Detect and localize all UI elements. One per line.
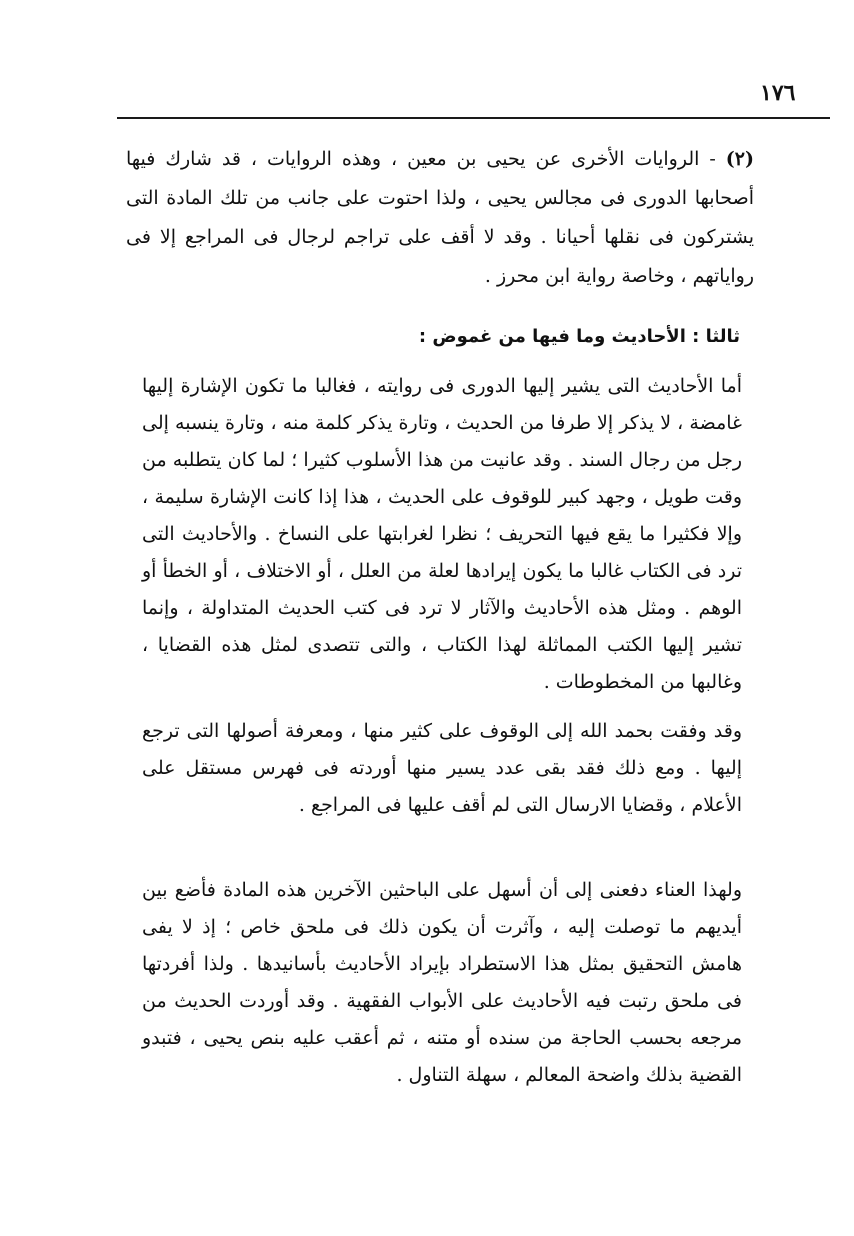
- footnote-marker: (٢): [725, 148, 754, 170]
- footnote: [126, 140, 754, 296]
- paragraph-3: ولهذا العناء دفعنى إلى أن أسهل على الباحثين الآخرين هذه المادة فأضع بين أيديهم ما توصلت إليه ، وآثرت أن يكون ذلك فى ملحق خاص ؛ إذ لا يفى هامش التحقيق بمثل هذا الاستطراد بإيراد الأحاديث بأسانيدها . ولذا أفردتها فى ملحق رتبت فيه الأحاديث على الأبواب الفقهية . وقد أوردت الحديث من مرجعه بحسب الحاجة من سنده أو متنه ، ثم أعقب عليه بنص يحيى ، فتبدو القضية بذلك واضحة المعالم ، سهلة التناول .: [142, 879, 742, 1086]
- footnote-text: - الروايات الأخرى عن يحيى بن معين ، وهذه الروايات ، قد شارك فيها أصحابها الدورى فى مجالس يحيى ، ولذا احتوت على جانب من تلك المادة التى يشتركون فى نقلها أحيانا . وقد لا أقف على تراجم لرجال فى المراجع إلا فى رواياتهم ، وخاصة رواية ابن محرز .: [126, 148, 754, 287]
- header-rule: [117, 117, 830, 119]
- paragraph-2: وقد وفقت بحمد الله إلى الوقوف على كثير منها ، ومعرفة أصولها التى ترجع إليها . ومع ذلك فقد بقى عدد يسير منها أوردته فى فهرس مستقل على الأعلام ، وقضايا الارسال التى لم أقف عليها فى المراجع .: [142, 720, 742, 816]
- paragraph-1: أما الأحاديث التى يشير إليها الدورى فى روايته ، فغالبا ما تكون الإشارة إليها غامضة ، لا يذكر إلا طرفا من الحديث ، وتارة يذكر كلمة منه ، وتارة ينسبه إلى رجل من رجال السند . وقد عانيت من هذا الأسلوب كثيرا ؛ لما كان يتطلبه من وقت طويل ، وجهد كبير للوقوف على الحديث ، هذا إذا كانت الإشارة سليمة ، وإلا فكثيرا ما يقع فيها التحريف ؛ نظرا لغرابتها على النساخ . والأحاديث التى ترد فى الكتاب غالبا ما يكون إيرادها لعلة من العلل ، أو الاختلاف ، أو الخطأ أو الوهم . ومثل هذه الأحاديث والآثار لا ترد فى كتب الحديث المتداولة ، وإنما تشير إليها الكتب المماثلة لهذا الكتاب ، والتى تتصدى لمثل هذه القضايا ، وغالبها من المخطوطات .: [142, 375, 742, 693]
- section-heading: ثالثا : الأحاديث وما فيها من غموض :: [418, 326, 740, 347]
- page-number: ١٧٦: [760, 80, 796, 106]
